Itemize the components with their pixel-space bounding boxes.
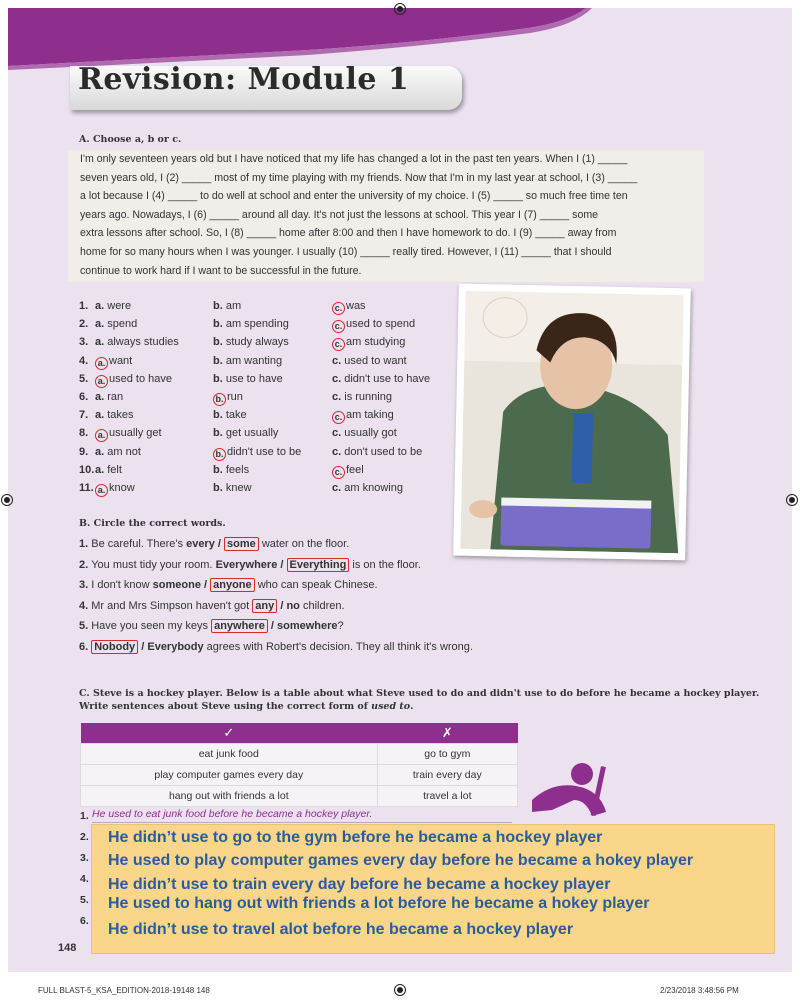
option-letter: c. [332, 445, 342, 458]
instruction-text: Write sentences about Steve using the correct form of [79, 701, 372, 712]
option-number: 4. [79, 354, 89, 367]
option-letter: c. [332, 372, 342, 385]
registration-mark-icon [1, 494, 13, 506]
choice-word-2[interactable]: no [286, 599, 300, 612]
option-text: feel [346, 463, 364, 476]
option-letter: a. [95, 445, 105, 458]
option-b[interactable] [213, 373, 283, 385]
circled-answer-mark: a. [95, 375, 108, 388]
option-c[interactable] [332, 300, 366, 315]
hockey-player-icon [522, 760, 612, 822]
used-to-cell: eat junk food [81, 744, 378, 765]
option-text: usually got [341, 427, 397, 440]
option-c[interactable] [332, 446, 422, 458]
option-letter: c. [332, 391, 342, 403]
habits-table [80, 723, 518, 807]
line-number: 3. [79, 579, 92, 591]
option-letter: c. [332, 482, 342, 494]
sentence-end: water on the floor. [258, 538, 350, 550]
option-letter: a. [95, 318, 105, 331]
sentence-start: I don't know [91, 579, 153, 591]
choice-separator: / [200, 579, 211, 591]
student-photo [453, 284, 691, 561]
option-a[interactable] [95, 336, 179, 348]
option-number: 11. [79, 482, 94, 494]
choice-word-2[interactable]: anyone [210, 578, 255, 592]
reading-passage [68, 150, 704, 282]
option-c[interactable] [332, 409, 394, 424]
student-studying-illustration [460, 291, 683, 554]
circled-answer-mark: b. [213, 393, 226, 406]
option-letter: b. [213, 318, 223, 331]
choice-separator: / [277, 599, 287, 612]
option-text: used to want [341, 354, 407, 367]
footer-file-info: FULL BLAST-5_KSA_EDITION-2018-19148 148 [38, 986, 210, 995]
option-letter: b. [213, 354, 223, 367]
option-text: didn't use to be [227, 445, 302, 458]
circled-answer-mark: c. [332, 466, 345, 479]
registration-mark-icon [394, 3, 406, 15]
choice-word-1[interactable]: any [252, 599, 277, 613]
answer-number: 6. [80, 915, 89, 927]
purple-header-band [8, 8, 792, 70]
option-b[interactable] [213, 391, 243, 406]
choice-word-2[interactable]: Everything [287, 558, 350, 572]
option-c[interactable] [332, 318, 415, 333]
option-a[interactable] [95, 318, 137, 330]
option-text: ran [104, 391, 124, 403]
option-text: am wanting [222, 354, 283, 367]
answer-number: 2. [80, 831, 89, 843]
section-c-subheading [79, 701, 413, 712]
option-number: 3. [79, 336, 89, 349]
option-a[interactable] [95, 482, 135, 497]
circled-answer-mark: b. [213, 448, 226, 461]
option-letter: b. [213, 427, 223, 440]
option-text: want [109, 354, 133, 367]
option-c[interactable] [332, 373, 430, 385]
option-letter: b. [213, 336, 223, 349]
option-text: am studying [346, 336, 406, 349]
passage-line: extra lessons after school. So, I (8) _____ home after 8:00 and then I have homework to do. I (9) _____ away from [80, 227, 617, 240]
didnt-use-to-cell: travel a lot [377, 786, 517, 807]
option-text: used to have [109, 372, 172, 385]
option-text: spend [104, 318, 138, 331]
didnt-use-to-cell: go to gym [377, 744, 517, 765]
option-a[interactable] [95, 373, 172, 388]
option-letter: b. [213, 482, 223, 494]
option-b[interactable] [213, 409, 247, 421]
sentence-end: is on the floor. [349, 558, 421, 571]
choice-separator: / [138, 640, 148, 653]
circled-answer-mark: a. [95, 484, 108, 497]
sentence-start: You must tidy your room. [91, 558, 216, 571]
section-c-heading: C. Steve is a hockey player. Below is a table about what Steve used to do and didn't use to do before he became a hockey player. [79, 688, 760, 699]
sentence-end: ? [337, 620, 344, 632]
circled-answer-mark: a. [95, 357, 108, 370]
option-text: am not [104, 445, 141, 458]
option-letter: a. [95, 463, 105, 476]
circle-words-line [79, 641, 473, 653]
choice-word-1[interactable]: Everywhere [215, 558, 278, 571]
sentence-end: who can speak Chinese. [254, 579, 378, 591]
option-text: used to spend [346, 318, 416, 331]
choice-separator: / [277, 558, 287, 571]
choice-word-1[interactable]: Nobody [91, 640, 138, 654]
choice-separator: / [267, 620, 277, 632]
option-letter: b. [213, 463, 223, 476]
option-c[interactable] [332, 464, 364, 479]
option-number: 8. [79, 427, 89, 440]
circle-words-line [79, 620, 344, 632]
option-text: were [104, 300, 132, 312]
choice-word-1[interactable]: anywhere [211, 619, 268, 633]
option-text: usually get [109, 427, 162, 440]
answer-number: 4. [80, 873, 89, 885]
circle-words-line [79, 579, 378, 591]
circled-answer-mark: c. [332, 411, 345, 424]
registration-mark-icon [786, 494, 798, 506]
line-number: 4. [79, 599, 92, 612]
answer-number: 3. [80, 852, 89, 864]
line-number: 5. [79, 620, 92, 632]
option-a[interactable] [95, 391, 123, 403]
option-b[interactable] [213, 482, 252, 494]
choice-word-2[interactable]: somewhere [277, 620, 338, 632]
option-text: feels [222, 463, 250, 476]
option-text: always studies [104, 336, 179, 349]
option-c[interactable] [332, 482, 403, 494]
option-text: am taking [346, 409, 394, 422]
sentence-start: Have you seen my keys [91, 620, 212, 632]
answer-number: 1. [80, 810, 89, 822]
option-number: 2. [79, 318, 89, 331]
circled-answer-mark: c. [332, 302, 345, 315]
option-text: study always [222, 336, 289, 349]
circled-answer-mark: c. [332, 338, 345, 351]
circled-answer-mark: a. [95, 429, 108, 442]
registration-mark-icon [394, 984, 406, 996]
answer-number: 5. [80, 894, 89, 906]
option-number: 5. [79, 372, 89, 385]
passage-line: home for so many hours when I was younger. I usually (10) _____ really tired. However, I (11) _____ that I should [80, 245, 612, 258]
choice-word-2[interactable]: Everybody [147, 640, 204, 653]
option-c[interactable] [332, 427, 397, 439]
option-number: 6. [79, 391, 89, 403]
option-c[interactable] [332, 336, 405, 351]
option-c[interactable] [332, 355, 407, 367]
section-b-heading: B. Circle the correct words. [79, 518, 226, 529]
option-text: takes [104, 409, 134, 422]
check-column-header: ✓ [81, 723, 378, 744]
table-row [81, 765, 518, 786]
instruction-period: . [410, 701, 414, 712]
option-b[interactable] [213, 427, 278, 439]
option-text: is running [341, 391, 392, 403]
choice-word-1[interactable]: every [186, 538, 215, 550]
written-answer: He didn’t use to travel alot before he became a hockey player [108, 921, 574, 938]
cross-column-header: ✗ [377, 723, 517, 744]
line-number: 6. [79, 640, 92, 653]
option-letter: a. [95, 300, 105, 312]
option-b[interactable] [213, 318, 289, 330]
option-b[interactable] [213, 336, 289, 348]
option-b[interactable] [213, 355, 282, 367]
option-a[interactable] [95, 446, 141, 458]
option-a[interactable] [95, 355, 132, 370]
circle-words-line [79, 538, 349, 550]
written-answer: He used to play computer games every day before he became a hokey player [108, 852, 694, 869]
sentence-start: Be careful. There's [91, 538, 187, 550]
option-text: use to have [222, 372, 283, 385]
option-b[interactable] [213, 464, 249, 476]
option-a[interactable] [95, 300, 131, 312]
option-number: 1. [79, 300, 89, 312]
written-answer: He used to hang out with friends a lot before he became a hokey player [108, 895, 650, 912]
passage-line: seven years old, I (2) _____ most of my time playing with my friends. Now that I'm in my last year at school, I (3) _____ [80, 171, 638, 184]
option-text: know [109, 482, 135, 494]
used-to-cell: hang out with friends a lot [81, 786, 378, 807]
table-row [81, 744, 518, 765]
instruction-emphasis: used to [371, 701, 411, 712]
page-title: Revision: Module 1 [78, 62, 410, 97]
option-letter: b. [213, 372, 223, 385]
footer-timestamp: 2/23/2018 3:48:56 PM [660, 986, 739, 995]
choice-word-2[interactable]: some [224, 537, 259, 551]
answer-line [92, 822, 512, 823]
line-number: 1. [79, 538, 92, 550]
written-answer: He didn’t use to train every day before he became a hockey player [108, 876, 611, 893]
option-number: 7. [79, 409, 89, 422]
option-number: 10. [79, 463, 95, 476]
used-to-cell: play computer games every day [81, 765, 378, 786]
option-text: am [222, 300, 242, 312]
option-text: felt [104, 463, 122, 476]
written-answer: He didn’t use to go to the gym before he became a hockey player [108, 829, 603, 846]
passage-line: I'm only seventeen years old but I have noticed that my life has changed a lot in the past ten years. When I (1) _____ [80, 153, 628, 165]
option-c[interactable] [332, 391, 392, 403]
option-b[interactable] [213, 446, 301, 461]
passage-line: continue to work hard if I want to be successful in the future. [80, 264, 362, 277]
option-letter: c. [332, 427, 342, 440]
option-letter: c. [332, 354, 342, 367]
circle-words-line [79, 559, 421, 571]
didnt-use-to-cell: train every day [377, 765, 517, 786]
option-text: knew [222, 482, 252, 494]
choice-word-1[interactable]: someone [152, 579, 201, 591]
option-letter: a. [95, 336, 105, 349]
option-letter: a. [95, 391, 105, 403]
sentence-end: agrees with Robert's decision. They all think it's wrong. [203, 640, 473, 653]
choice-separator: / [214, 538, 225, 550]
option-text: am spending [222, 318, 289, 331]
option-text: am knowing [341, 482, 403, 494]
page-number: 148 [58, 942, 77, 954]
option-a[interactable] [95, 409, 134, 421]
circled-answer-mark: c. [332, 320, 345, 333]
example-answer: He used to eat junk food before he became a hockey player. [92, 808, 373, 820]
option-text: take [222, 409, 247, 422]
passage-line: years ago. Nowadays, I (6) _____ around all day. It's not just the lessons at school. This year I (7) _____ some [80, 208, 599, 221]
option-number: 9. [79, 445, 89, 458]
section-a-heading: A. Choose a, b or c. [79, 134, 182, 145]
option-a[interactable] [95, 464, 122, 476]
option-text: get usually [222, 427, 279, 440]
option-b[interactable] [213, 300, 241, 312]
option-text: didn't use to have [341, 372, 431, 385]
option-letter: a. [95, 409, 105, 422]
sentence-end: children. [299, 599, 345, 612]
option-text: don't used to be [341, 445, 423, 458]
option-text: run [227, 391, 243, 403]
option-a[interactable] [95, 427, 162, 442]
option-letter: b. [213, 409, 223, 422]
passage-line: a lot because I (4) _____ to do well at school and enter the university of my choice. I (5) _____ so much free time ten [80, 190, 628, 203]
circle-words-line [79, 600, 345, 612]
option-letter: b. [213, 300, 223, 312]
line-number: 2. [79, 558, 92, 571]
option-text: was [346, 300, 366, 312]
table-row [81, 786, 518, 807]
sentence-start: Mr and Mrs Simpson haven't got [91, 599, 253, 612]
